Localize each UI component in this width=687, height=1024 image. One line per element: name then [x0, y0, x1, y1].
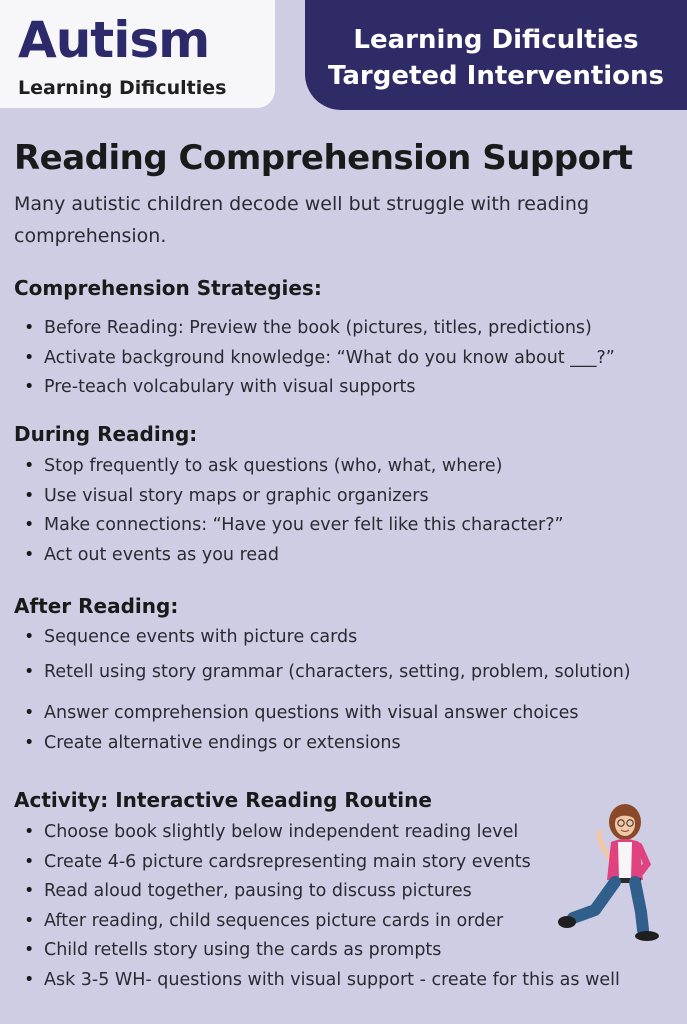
- waving-girl-illustration: [555, 800, 670, 950]
- section-heading-activity: Activity: Interactive Reading Routine: [14, 788, 432, 812]
- topic-badge: [305, 0, 687, 110]
- list-item: • Create alternative endings or extensions: [24, 729, 674, 759]
- logo-box: [0, 0, 275, 108]
- comprehension-strategies-list: [24, 314, 674, 403]
- list-item: • Sequence events with picture cards: [24, 623, 674, 653]
- section-heading-during-reading: During Reading:: [14, 422, 198, 446]
- list-item: • Activate background knowledge: “What do you know about ___?”: [24, 344, 674, 374]
- logo-title: Autism: [18, 11, 210, 69]
- intro-text: Many autistic children decode well but struggle with reading comprehension.: [14, 193, 590, 247]
- list-item: • Read aloud together, pausing to discuss pictures: [24, 877, 674, 907]
- topic-badge-line1: Learning Dificulties: [353, 25, 639, 55]
- list-item: • Retell using story grammar (characters, setting, problem, solution): [24, 658, 674, 688]
- list-item: • Create 4-6 picture cardsrepresenting main story events: [24, 848, 674, 878]
- list-item: • After reading, child sequences picture cards in order: [24, 907, 674, 937]
- list-item: • Pre-teach volcabulary with visual supports: [24, 373, 674, 403]
- list-item: • Ask 3-5 WH- questions with visual support - create for this as well: [24, 966, 674, 996]
- topic-badge-line2: Targeted Interventions: [327, 61, 665, 91]
- logo-subtitle: Learning Dificulties: [18, 77, 227, 99]
- list-item: • Use visual story maps or graphic organizers: [24, 482, 674, 512]
- section-heading-comprehension-strategies: Comprehension Strategies:: [14, 276, 322, 300]
- page-title: Reading Comprehension Support: [14, 138, 633, 178]
- list-item: • Child retells story using the cards as prompts: [24, 936, 674, 966]
- list-item: • Act out events as you read: [24, 541, 674, 571]
- list-item: • Choose book slightly below independent reading level: [24, 818, 674, 848]
- list-item: • Answer comprehension questions with visual answer choices: [24, 699, 674, 729]
- list-item: • Make connections: “Have you ever felt like this character?”: [24, 511, 674, 541]
- during-reading-list: [24, 452, 674, 570]
- after-reading-list: [24, 623, 674, 758]
- section-heading-after-reading: After Reading:: [14, 594, 179, 618]
- list-item: • Before Reading: Preview the book (pictures, titles, predictions): [24, 314, 674, 344]
- list-item: • Stop frequently to ask questions (who, what, where): [24, 452, 674, 482]
